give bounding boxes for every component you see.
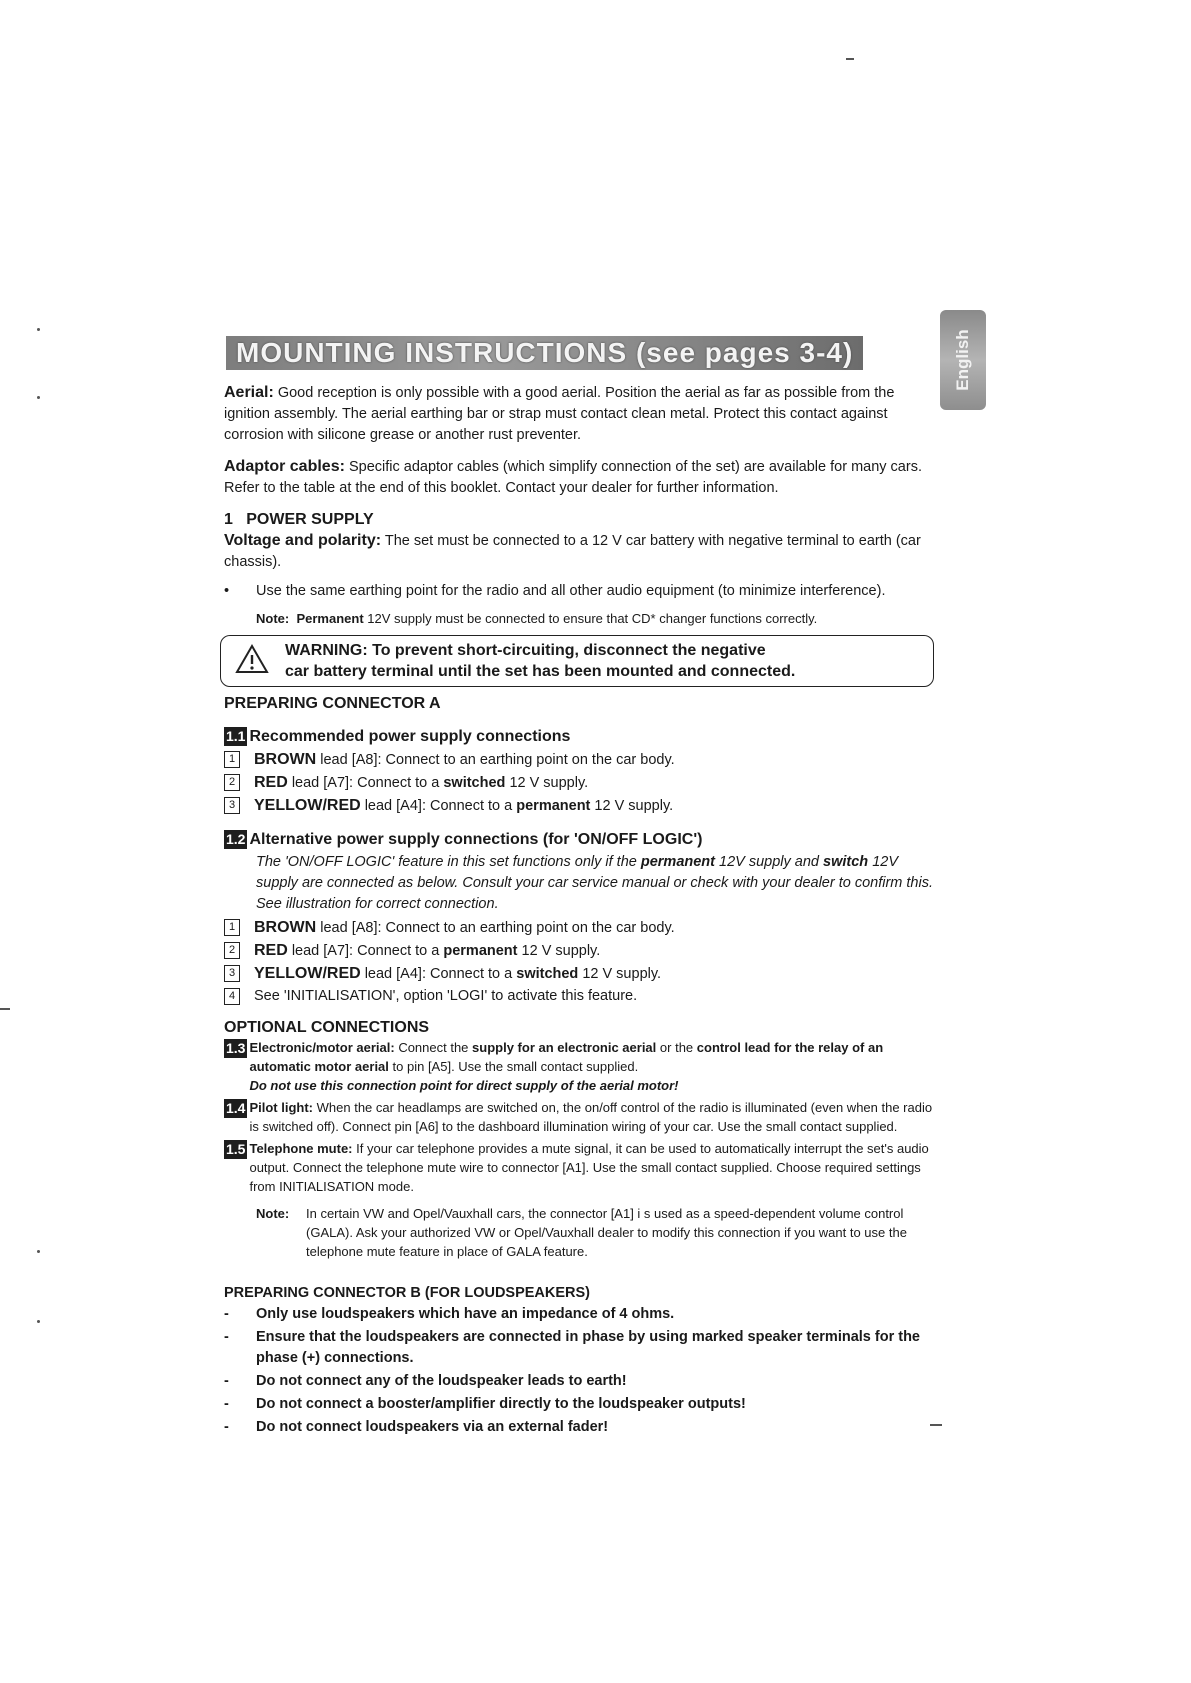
intro-text: 12V supply and	[719, 854, 819, 870]
section-badge: 1.2	[226, 831, 246, 847]
lead-color: YELLOW/RED	[254, 965, 361, 982]
warning-line-1: WARNING: To prevent short-circuiting, disconnect the negative	[285, 642, 766, 659]
option-label: Electronic/motor aerial:	[249, 1040, 395, 1055]
list-item	[224, 917, 934, 939]
item-text: Do not connect any of the loudspeaker leads to earth!	[256, 1373, 627, 1389]
item-text: See 'INITIALISATION', option 'LOGI' to activate this feature.	[254, 988, 638, 1004]
item-text-end: 12 V supply.	[582, 966, 662, 982]
item-number: 1	[224, 751, 240, 768]
adaptor-paragraph	[224, 456, 934, 499]
dash-mark: -	[224, 1373, 229, 1389]
voltage-paragraph	[224, 530, 934, 573]
list-item	[224, 1327, 934, 1369]
aerial-warning: Do not use this connection point for direct supply of the aerial motor!	[249, 1078, 679, 1093]
note-text: In certain VW and Opel/Vauxhall cars, the connector [A1] i s used as a speed-dependent volume control (GALA). Ask your authorized VW or Opel/Vauxhall dealer to modify this connection if you want to use the telephone mute feature in place of GALA feature.	[306, 1206, 907, 1259]
dash-mark: -	[224, 1419, 229, 1435]
item-number: 4	[224, 988, 240, 1005]
language-tab-label: English	[953, 329, 972, 391]
item-text: lead [A4]: Connect to a	[364, 798, 513, 814]
alternative-title: Alternative power supply connections (for 'ON/OFF LOGIC')	[249, 831, 703, 848]
section-badge: 1.3	[226, 1040, 246, 1056]
note-bold: Permanent	[296, 611, 364, 626]
warning-box	[220, 635, 934, 687]
item-emphasis: permanent	[516, 798, 591, 814]
aerial-label: Aerial:	[224, 384, 274, 401]
option-label: Telephone mute:	[249, 1141, 353, 1156]
list-item	[224, 1417, 934, 1438]
loudspeaker-list	[224, 1304, 934, 1438]
list-item	[224, 795, 934, 817]
note-text: 12V supply must be connected to ensure that CD* changer functions correctly.	[367, 611, 818, 626]
list-item	[224, 1394, 934, 1415]
bullet-item	[224, 581, 934, 602]
item-text: Do not connect loudspeakers via an external fader!	[256, 1419, 609, 1435]
dash-mark: -	[224, 1396, 229, 1412]
item-text-end: 12 V supply.	[594, 798, 674, 814]
list-item	[224, 749, 934, 771]
bullet-mark: •	[224, 583, 230, 599]
voltage-label: Voltage and polarity:	[224, 532, 382, 549]
option-text: to pin [A5]. Use the small contact supplied.	[392, 1059, 639, 1074]
lead-color: BROWN	[254, 751, 317, 768]
aerial-text: Good reception is only possible with a good aerial. Position the aerial as far as possible from the ignition assembly. The aerial earthing bar or strap must contact clean metal. Protect this contact against corrosion with silicone grease or another rust preventer.	[224, 385, 895, 443]
item-number: 3	[224, 797, 240, 814]
alternative-intro	[256, 852, 934, 915]
connector-b-heading: PREPARING CONNECTOR B (FOR LOUDSPEAKERS)	[224, 1285, 591, 1301]
aerial-paragraph	[224, 382, 934, 446]
item-emphasis: switched	[443, 775, 506, 791]
lead-color: BROWN	[254, 919, 317, 936]
list-item	[224, 940, 934, 962]
section-badge: 1.4	[226, 1100, 246, 1116]
section-badge: 1.5	[226, 1141, 246, 1157]
alternative-heading	[224, 829, 934, 850]
scan-mark	[0, 1008, 10, 1010]
list-item	[224, 963, 934, 985]
scan-mark	[37, 396, 40, 399]
dash-mark: -	[224, 1329, 229, 1345]
item-text: lead [A4]: Connect to a	[364, 966, 513, 982]
item-number: 1	[224, 919, 240, 936]
list-item	[224, 1371, 934, 1392]
note-label: Note:	[256, 1206, 290, 1221]
lead-color: YELLOW/RED	[254, 797, 361, 814]
item-text: lead [A7]: Connect to a	[291, 943, 440, 959]
option-text: When the car headlamps are switched on, the on/off control of the radio is illuminated (even when the radio is switched off). Connect pin [A6] to the dashboard illumination wiring of your car. Use the small contact supplied.	[249, 1100, 933, 1134]
bullet-text: Use the same earthing point for the radio and all other audio equipment (to minimize interference).	[256, 583, 886, 599]
item-emphasis: permanent	[443, 943, 518, 959]
alternative-list	[224, 917, 934, 1007]
connector-a-heading: PREPARING CONNECTOR A	[224, 695, 441, 712]
item-text-end: 12 V supply.	[521, 943, 601, 959]
scan-mark	[37, 328, 40, 331]
option-text: If your car telephone provides a mute signal, it can be used to automatically interrupt the set's audio output. Connect the telephone mute wire to connector [A1]. Use the small contact supplied. Choose required settings from INITIALISATION mode.	[249, 1141, 929, 1194]
item-text: Only use loudspeakers which have an impedance of 4 ohms.	[256, 1306, 675, 1322]
intro-emphasis: switch	[823, 854, 869, 870]
recommended-list	[224, 749, 934, 817]
option-emphasis: control lead for the relay of an automatic motor aerial	[249, 1040, 884, 1074]
adaptor-text: Specific adaptor cables (which simplify connection of the set) are available for many cars. Refer to the table at the end of this booklet. Contact your dealer for further information.	[224, 459, 922, 496]
power-supply-heading: 1 POWER SUPPLY	[224, 511, 374, 528]
list-item	[224, 1304, 934, 1325]
recommended-title: Recommended power supply connections	[249, 728, 571, 745]
scan-mark	[846, 58, 854, 60]
item-number: 2	[224, 942, 240, 959]
item-text: Do not connect a booster/amplifier directly to the loudspeaker outputs!	[256, 1396, 746, 1412]
recommended-heading	[224, 726, 934, 747]
option-text: or the	[659, 1040, 694, 1055]
power-note	[256, 608, 934, 629]
option-label: Pilot light:	[249, 1100, 314, 1115]
main-content	[224, 382, 934, 1440]
intro-text: The 'ON/OFF LOGIC' feature in this set functions only if the	[256, 854, 637, 870]
warning-icon	[235, 644, 269, 674]
scan-mark	[37, 1250, 40, 1253]
intro-text: 12V supply are connected as below. Consult your car service manual or check with your dealer to confirm this. See illustration for correct connection.	[256, 854, 933, 912]
telephone-option	[224, 1139, 934, 1196]
item-text-end: 12 V supply.	[509, 775, 589, 791]
page-title-banner: MOUNTING INSTRUCTIONS (see pages 3-4)	[226, 336, 863, 370]
lead-color: RED	[254, 774, 288, 791]
lead-color: RED	[254, 942, 288, 959]
item-text: Ensure that the loudspeakers are connected in phase by using marked speaker terminals for the phase (+) connections.	[256, 1329, 920, 1366]
section-badge: 1.1	[226, 728, 246, 744]
list-item	[224, 772, 934, 794]
item-text: lead [A8]: Connect to an earthing point on the car body.	[320, 920, 675, 936]
warning-line-2: car battery terminal until the set has been mounted and connected.	[285, 663, 796, 680]
note-label: Note:	[256, 611, 290, 626]
option-text: Connect the	[398, 1040, 469, 1055]
scan-mark	[37, 1320, 40, 1323]
pilot-option	[224, 1098, 934, 1136]
adaptor-label: Adaptor cables:	[224, 458, 345, 475]
gala-note	[256, 1204, 934, 1261]
item-emphasis: switched	[516, 966, 579, 982]
option-emphasis: supply for an electronic aerial	[472, 1040, 657, 1055]
intro-emphasis: permanent	[640, 854, 715, 870]
item-text: lead [A7]: Connect to a	[291, 775, 440, 791]
language-tab	[940, 310, 986, 410]
optional-heading: OPTIONAL CONNECTIONS	[224, 1019, 430, 1036]
item-number: 2	[224, 774, 240, 791]
list-item	[224, 986, 934, 1007]
aerial-option	[224, 1038, 934, 1095]
item-text: lead [A8]: Connect to an earthing point on the car body.	[320, 752, 675, 768]
dash-mark: -	[224, 1306, 229, 1322]
item-number: 3	[224, 965, 240, 982]
voltage-text: The set must be connected to a 12 V car battery with negative terminal to earth (car chassis).	[224, 533, 921, 570]
